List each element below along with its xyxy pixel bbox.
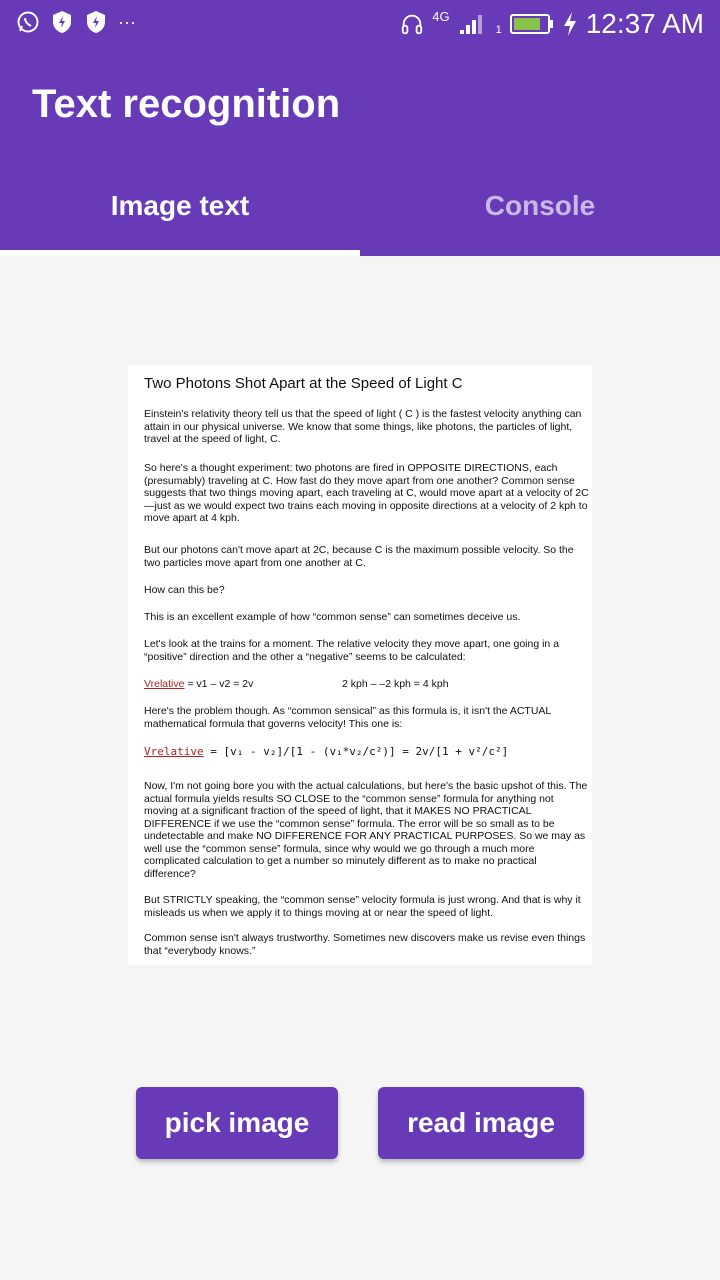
- signal-icon: [458, 12, 488, 36]
- paragraph: But STRICTLY speaking, the “common sense” velocity formula is just wrong. And that is why it misleads us when we apply it to things moving at or near the speed of light.: [144, 894, 581, 919]
- whatsapp-icon: [16, 10, 40, 34]
- status-bar: [0, 0, 720, 50]
- overflow-indicator: ···: [118, 11, 136, 32]
- paragraph: This is an excellent example of how “common sense” can sometimes deceive us.: [144, 611, 521, 623]
- tab-console[interactable]: Console: [484, 190, 596, 221]
- clock: 12:37 AM: [585, 8, 704, 39]
- app-bar: [0, 0, 720, 256]
- paragraph: Let's look at the trains for a moment. The relative velocity they move apart, one going in a “positive” direction and the other a “negative” seems to be calculated:: [144, 638, 560, 663]
- equation-common-sense: [144, 678, 253, 690]
- battery-icon: [510, 12, 554, 36]
- sim-slot: 1: [495, 24, 502, 36]
- network-type: 4G: [432, 8, 450, 24]
- document-image: [128, 365, 592, 965]
- paragraph: Here's the problem though. As “common sensical” as this formula is, it isn't the ACTUAL mathematical formula that governs velocity! This one is:: [144, 705, 551, 730]
- tab-indicator: [0, 250, 360, 256]
- read-image-button[interactable]: read image: [378, 1087, 584, 1159]
- paragraph: But our photons can't move apart at 2C, because C is the maximum possible velocity. So the two particles move apart from one another at C.: [144, 544, 574, 569]
- paragraph: So here's a thought experiment: two photons are fired in OPPOSITE DIRECTIONS, each (presumably) traveling at C. How fast do they move apart from one another? Common sense suggests that two things moving apart, each traveling at C, would move apart at a velocity of 2C—just as we would expect two trains each moving in opposite directions at a velocity of 2 kph to move apart at 4 kph.: [144, 462, 589, 524]
- paragraph: Einstein's relativity theory tell us that the speed of light ( C ) is the fastest velocity anything can attain in our physical universe. We know that some things, like photons, the particles of light, travel at the speed of light, C.: [144, 408, 582, 445]
- equation-expression: = [v₁ - v₂]/[1 - (v₁*v₂/c²)] = 2v/[1 + v²/c²]: [203, 745, 509, 758]
- equation-expression: = v1 – v2 = 2v: [184, 678, 254, 690]
- equation-example: 2 kph – –2 kph = 4 kph: [342, 678, 449, 690]
- equation-variable: Vrelative: [144, 745, 204, 758]
- tab-image-text[interactable]: Image text: [110, 190, 250, 221]
- shield-bolt-icon: [50, 10, 74, 34]
- pick-image-button[interactable]: pick image: [136, 1087, 338, 1159]
- headset-icon: [400, 12, 424, 36]
- paragraph: Common sense isn't always trustworthy. Sometimes new discovers make us revise even things that “everybody knows.”: [144, 932, 586, 957]
- document-heading: Two Photons Shot Apart at the Speed of Light C: [144, 375, 463, 392]
- charging-icon: [562, 12, 578, 36]
- tab-bar: [0, 170, 720, 256]
- paragraph: Now, I'm not going bore you with the actual calculations, but here's the basic upshot of this. The actual formula yields results SO CLOSE to the “common sense” formula for anything not moving at a significant fraction of the speed of light, that it MAKES NO PRACTICAL DIFFERENCE if we use the “common sense” formula. The error will be so small as to be undetectable and make NO DIFFERENCE FOR ANY PRACTICAL PURPOSES. So we may as well use the “common sense” formula, since why would we go through a much more complicated calculation to get a number so minutely different as to make no practical difference?: [144, 780, 588, 880]
- shield-bolt-icon: [84, 10, 108, 34]
- paragraph: How can this be?: [144, 584, 225, 596]
- page-title: Text recognition: [32, 82, 341, 126]
- equation-variable: Vrelative: [144, 678, 185, 690]
- equation-relativistic: [144, 745, 508, 758]
